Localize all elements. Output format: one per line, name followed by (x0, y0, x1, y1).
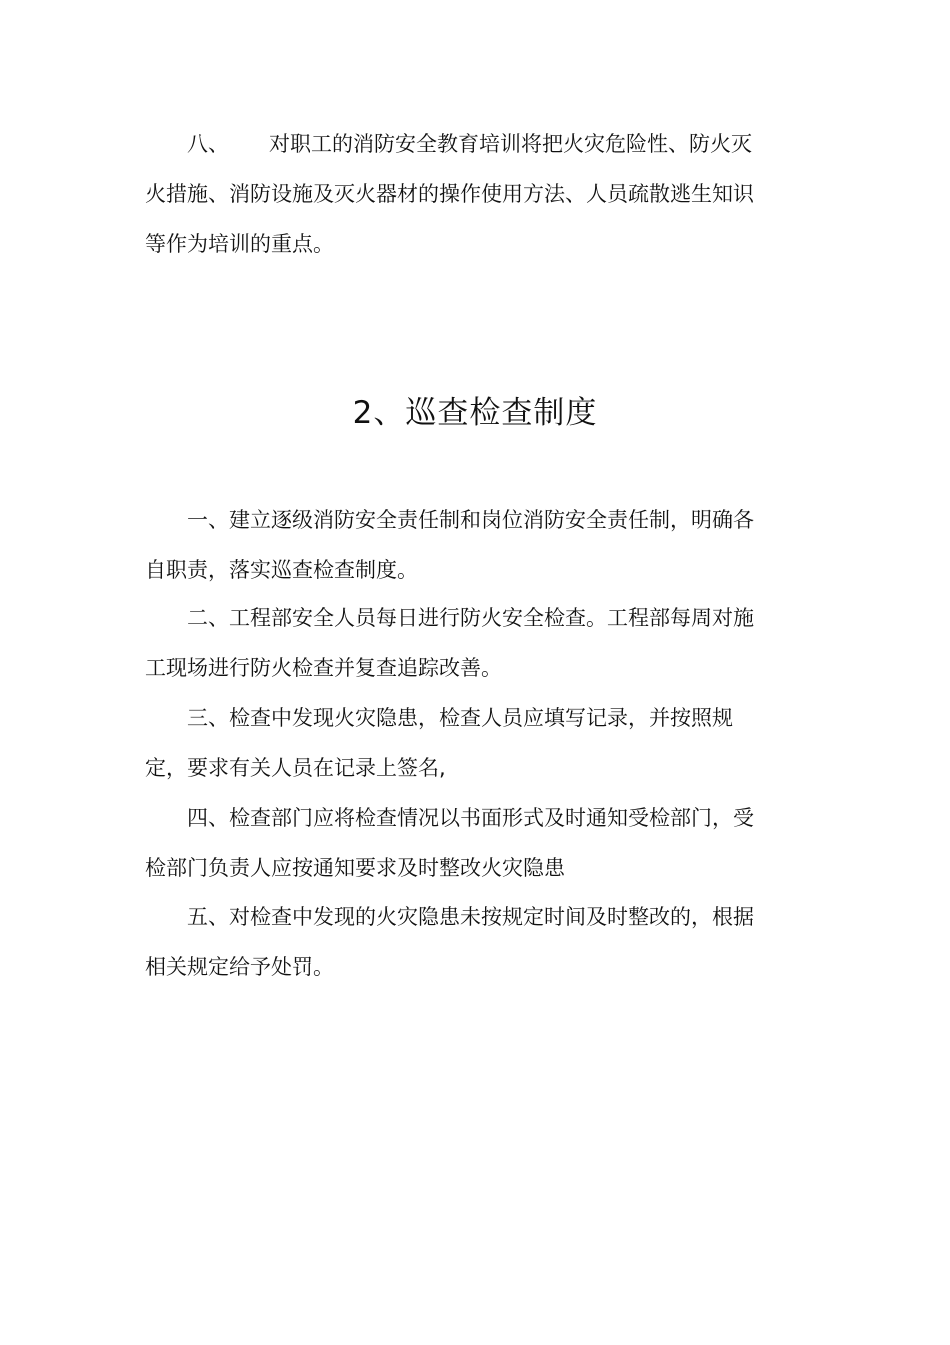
item-8-number: 八、 (187, 132, 229, 156)
paragraph-item-5 (145, 892, 765, 992)
item-1-text: 一、建立逐级消防安全责任制和岗位消防安全责任制，明确各自职责，落实巡查检查制度。 (145, 508, 754, 582)
paragraph-item-1 (145, 495, 765, 595)
paragraph-item-4 (145, 793, 765, 893)
item-8-text: 对职工的消防安全教育培训将把火灾危险性、防火灭火措施、消防设施及灭火器材的操作使用方法、人员疏散逃生知识等作为培训的重点。 (145, 132, 754, 256)
section-heading: 2、巡查检查制度 (352, 395, 598, 431)
paragraph-item-8 (145, 119, 765, 269)
item-2-text: 二、工程部安全人员每日进行防火安全检查。工程部每周对施工现场进行防火检查并复查追踪改善。 (145, 606, 754, 680)
item-5-text: 五、对检查中发现的火灾隐患未按规定时间及时整改的，根据相关规定给予处罚。 (145, 905, 754, 979)
paragraph-item-3 (145, 693, 765, 793)
item-4-text: 四、检查部门应将检查情况以书面形式及时通知受检部门，受检部门负责人应按通知要求及时整改火灾隐患 (145, 806, 754, 880)
item-3-text: 三、检查中发现火灾隐患，检查人员应填写记录，并按照规定，要求有关人员在记录上签名, (145, 706, 733, 780)
paragraph-item-2 (145, 593, 765, 693)
